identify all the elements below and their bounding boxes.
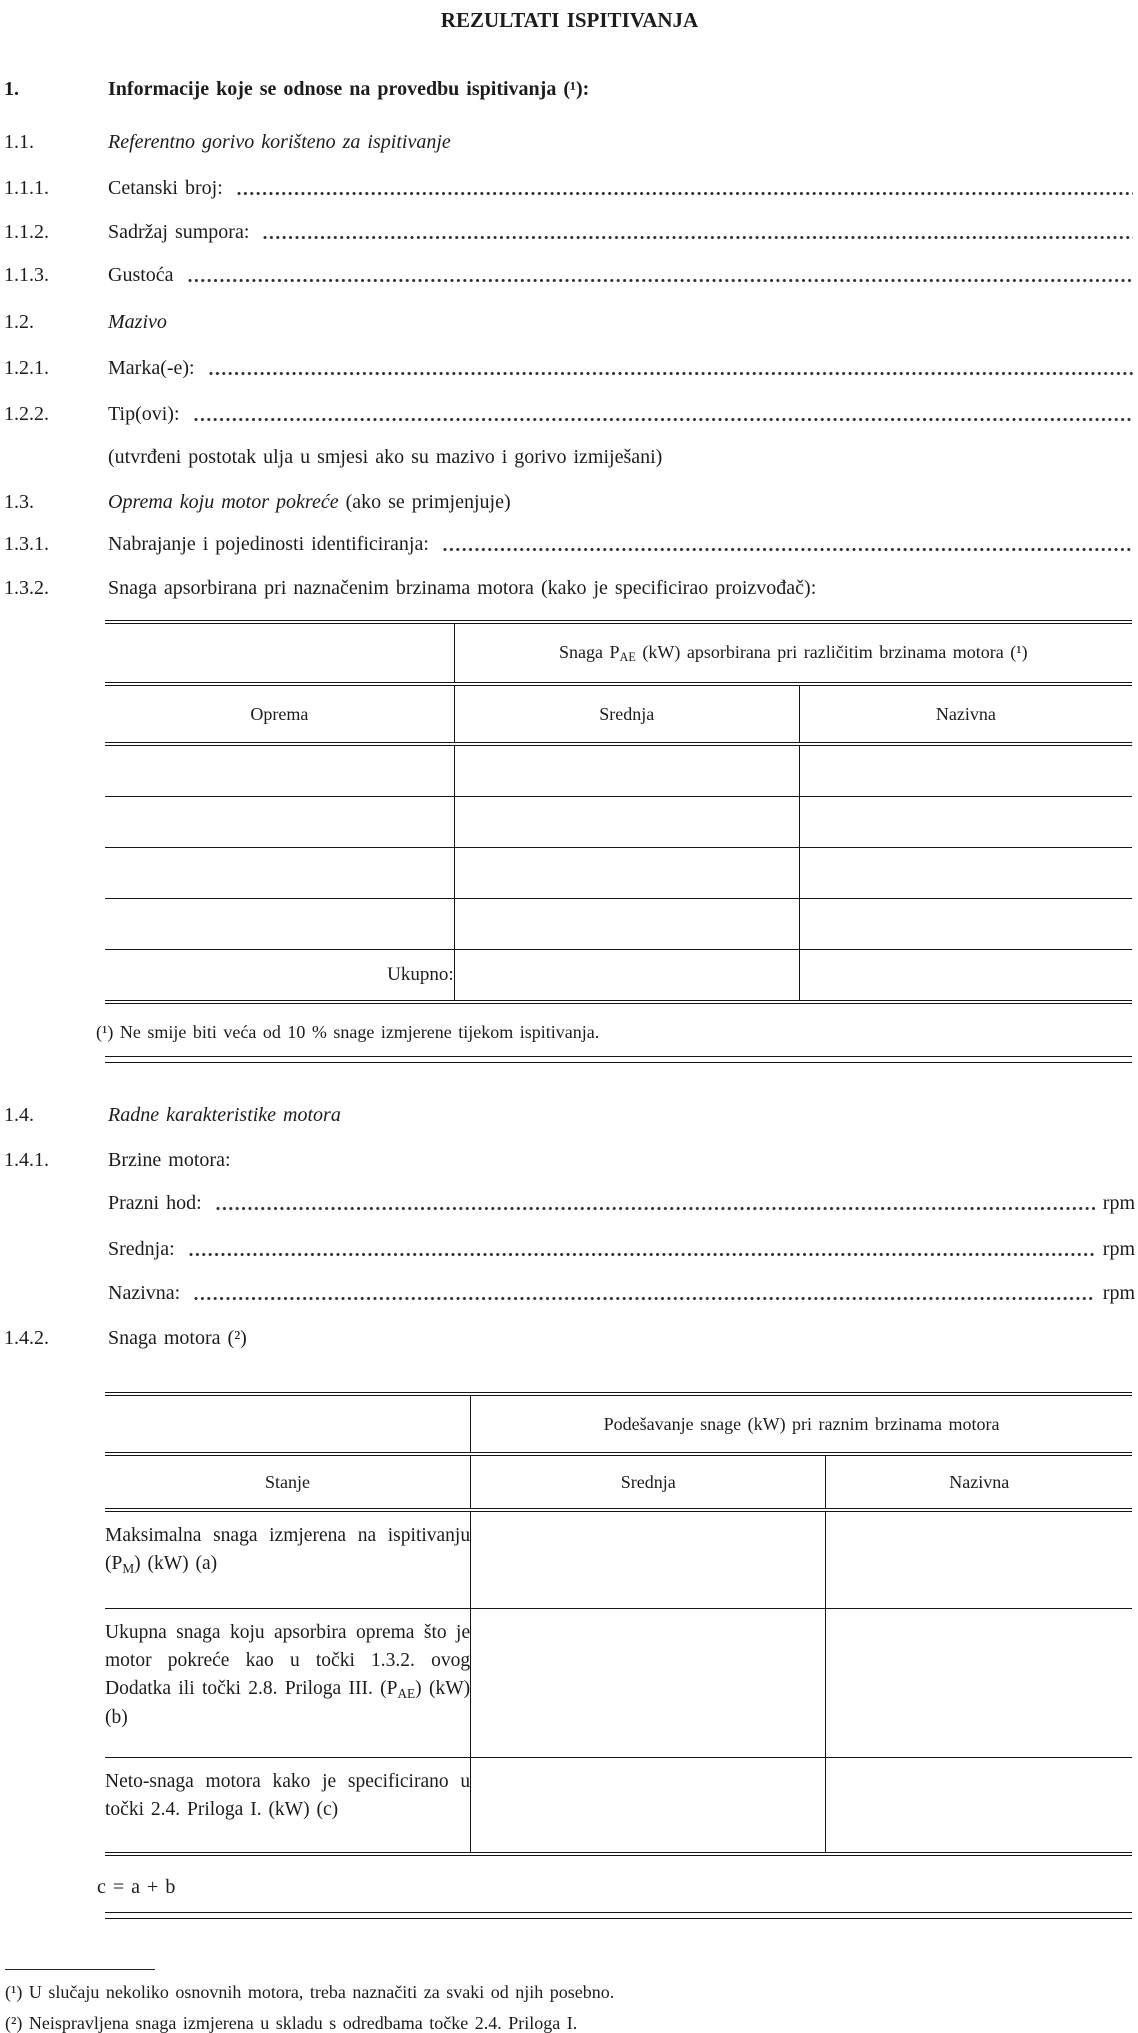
formula-text: c = a + b: [97, 1876, 176, 1898]
table-span-header: Podešavanje snage (kW) pri raznim brzinama motora: [471, 1394, 1132, 1454]
section-1-3-2: [4, 577, 1135, 600]
section-1-3-1: [4, 533, 1135, 556]
engine-speed-row: [4, 1192, 1135, 1215]
table-row-net-power: [105, 1758, 1132, 1855]
empty-data-row: [105, 797, 1132, 848]
note-text: (utvrđeni postotak ulja u smjesi ako su mazivo i gorivo izmiješani): [108, 446, 663, 468]
section-number: 1.2.: [4, 311, 34, 333]
row-label: Maksimalna snaga izmjerena na ispitivanju $(P_M)$ (kW) (a): [105, 1510, 471, 1609]
total-row: [105, 950, 1132, 1003]
field-label: Gustoća: [108, 264, 174, 286]
section-1-2-2-note: [4, 446, 1135, 469]
section-number: 1.2.2.: [4, 403, 49, 425]
field-label: Tip(ovi):: [108, 403, 180, 425]
footnote-1: (¹) U slučaju nekoliko osnovnih motora, treba naznačiti za svaki od njih posebno.: [5, 1982, 615, 2002]
table-span-header: Snaga $P_{AE}$ (kW) apsorbirana pri različitim brzinama motora (¹): [454, 622, 1132, 684]
section-number: 1.3.1.: [4, 533, 49, 555]
dotted-blank-field: [216, 1205, 1095, 1212]
row-label: Neto-snaga motora kako je specificirano u točki 2.4. Priloga I. (kW) (c): [105, 1758, 471, 1855]
section-1-3: [4, 491, 1135, 514]
field-label: Cetanski broj:: [108, 177, 223, 199]
section-heading: Informacije koje se odnose na provedbu ispitivanja (¹):: [108, 78, 590, 100]
dotted-blank-field: [188, 277, 1133, 284]
table-row-absorbed-power: [105, 1609, 1132, 1758]
table-footnote: (¹) Ne smije biti veća od 10 % snage izmjerene tijekom ispitivanja.: [96, 1022, 600, 1042]
column-header: Oprema: [105, 684, 454, 744]
section-heading: Brzine motora:: [108, 1149, 231, 1171]
engine-speed-row: [4, 1238, 1135, 1261]
table-span-header-row: [105, 622, 1132, 684]
unit-label: rpm: [1102, 1282, 1135, 1304]
field-label: Srednja:: [108, 1238, 175, 1260]
section-1-2-1: [4, 357, 1135, 380]
section-1-1: [4, 131, 1135, 154]
section-number: 1.2.1.: [4, 357, 49, 379]
section-heading: Mazivo: [108, 311, 167, 333]
section-number: 1.1.3.: [4, 264, 49, 286]
field-label: Prazni hod:: [108, 1192, 202, 1214]
section-number: 1.1.1.: [4, 177, 49, 199]
section-heading: Oprema koju motor pokreće (ako se primjenjuje): [108, 491, 511, 513]
table-column-header-row: [105, 1454, 1132, 1510]
dotted-blank-field: [194, 1295, 1095, 1302]
empty-data-row: [105, 744, 1132, 797]
table-column-header-row: [105, 684, 1132, 744]
dotted-blank-field: [209, 370, 1133, 377]
section-divider-rule: [105, 1912, 1132, 1919]
section-number: 1.4.1.: [4, 1149, 49, 1171]
dotted-blank-field: [263, 234, 1133, 241]
field-label: Nabrajanje i pojedinosti identificiranja:: [108, 533, 429, 555]
page-title: REZULTATI ISPITIVANJA: [440, 8, 699, 32]
field-label: Marka(-e):: [108, 357, 195, 379]
dotted-blank-field: [189, 1251, 1095, 1258]
table-row-max-power: [105, 1510, 1132, 1609]
section-divider-rule: [105, 1056, 1132, 1063]
section-1: [4, 78, 1135, 101]
section-number: 1.1.: [4, 131, 34, 153]
table-span-header-row: [105, 1394, 1132, 1454]
unit-label: rpm: [1102, 1192, 1135, 1214]
absorbed-power-table: [105, 620, 1132, 1004]
section-number: 1.1.2.: [4, 221, 49, 243]
section-1-4: [4, 1104, 1135, 1127]
field-label: Nazivna:: [108, 1282, 181, 1304]
section-heading: Referentno gorivo korišteno za ispitivanje: [108, 131, 451, 153]
section-1-1-2: [4, 221, 1135, 244]
section-1-2: [4, 311, 1135, 334]
section-heading: Snaga apsorbirana pri naznačenim brzinama motora (kako je specificirao proizvođač):: [108, 577, 817, 599]
column-header: Nazivna: [826, 1454, 1132, 1510]
section-number: 1.4.: [4, 1104, 34, 1126]
section-number: 1.3.: [4, 491, 34, 513]
empty-data-row: [105, 848, 1132, 899]
row-label: Ukupna snaga koju apsorbira oprema što je motor pokreće kao u točki 1.3.2. ovog Dodatka ili točki 2.8. Priloga III. $(P_{AE})$ (kW) (b): [105, 1609, 471, 1758]
engine-speed-row: [4, 1282, 1135, 1305]
column-header: Srednja: [471, 1454, 826, 1510]
section-number: 1.3.2.: [4, 577, 49, 599]
total-label: Ukupno:: [105, 950, 454, 1003]
power-setting-table: [105, 1392, 1132, 1856]
field-label: Sadržaj sumpora:: [108, 221, 250, 243]
empty-data-row: [105, 899, 1132, 950]
footnote-separator: [5, 1969, 155, 1970]
section-1-4-2: [4, 1327, 1135, 1350]
footnote-2: (²) Neispravljena snaga izmjerena u skladu s odredbama točke 2.4. Priloga I.: [5, 2013, 578, 2033]
section-number: 1.: [4, 78, 19, 100]
section-heading: Radne karakteristike motora: [108, 1104, 341, 1126]
column-header: Srednja: [454, 684, 799, 744]
unit-label: rpm: [1102, 1238, 1135, 1260]
section-heading: Snaga motora (²): [108, 1327, 247, 1349]
dotted-blank-field: [443, 546, 1133, 553]
column-header: Stanje: [105, 1454, 471, 1510]
section-1-1-3: [4, 264, 1135, 287]
section-1-2-2: [4, 403, 1135, 426]
dotted-blank-field: [194, 416, 1133, 423]
column-header: Nazivna: [799, 684, 1132, 744]
section-1-1-1: [4, 177, 1135, 200]
dotted-blank-field: [237, 190, 1133, 197]
section-number: 1.4.2.: [4, 1327, 49, 1349]
section-1-4-1: [4, 1149, 1135, 1172]
